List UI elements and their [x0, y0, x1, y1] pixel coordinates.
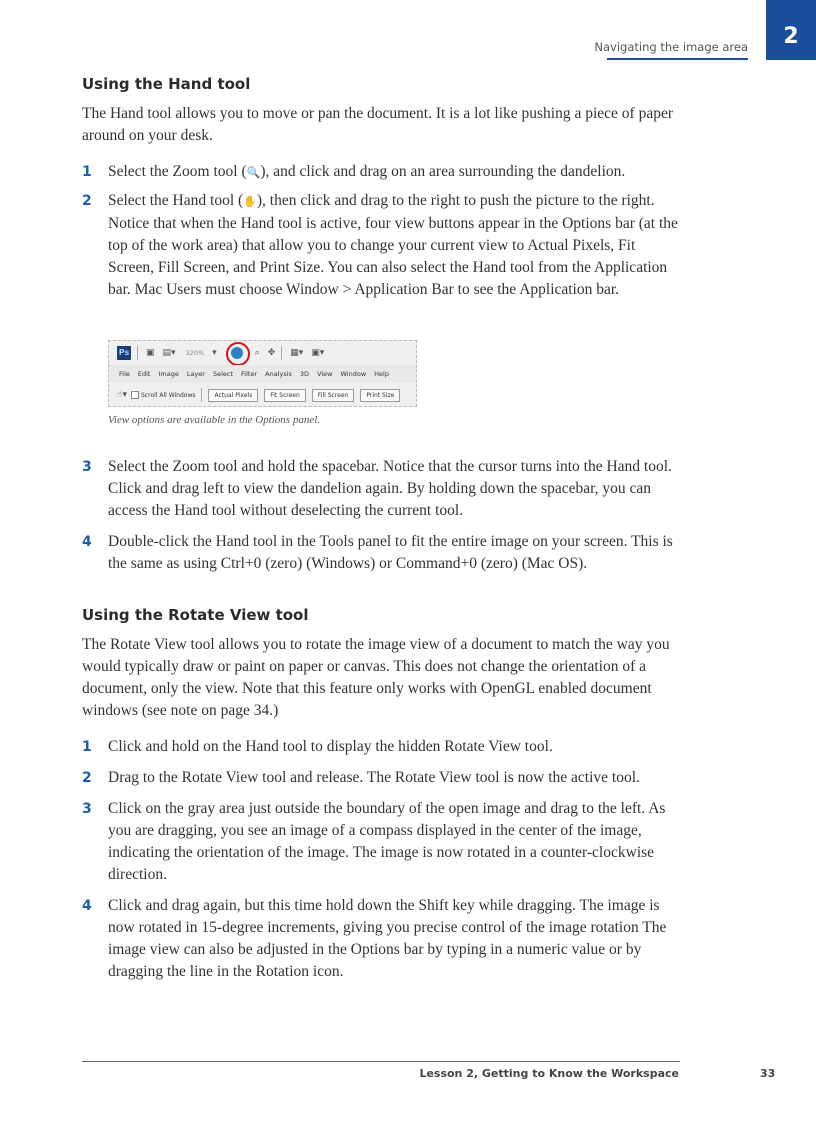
- figure-caption: View options are available in the Options panel.: [108, 414, 321, 426]
- rotate-view-intro: The Rotate View tool allows you to rotate the image view of a document to match the way you would typically draw or paint on paper or canvas. This does not change the orientation of a document, only the view. Note that this feature only works with OpenGL enabled document windows (see note on page 34.): [82, 636, 670, 719]
- step-number: 2: [82, 193, 92, 209]
- list-item: [82, 161, 682, 184]
- hand-preset-icon: ☝▾: [117, 390, 127, 400]
- step-number: 3: [82, 459, 92, 475]
- menu-item: View: [317, 370, 333, 378]
- step-number: 1: [82, 739, 92, 755]
- menu-item: Help: [374, 370, 389, 378]
- step-number: 2: [82, 770, 92, 786]
- list-item: [82, 531, 682, 575]
- hand-tool-icon: ✋: [243, 195, 257, 208]
- step-text: Click and drag again, but this time hold down the Shift key while dragging. The image is now rotated in 15-degree increments, giving you precise control of the image rotation The image view can also be adjusted in the Options bar by typing in a numeric value or by dragging the line in the Rotation icon.: [108, 897, 667, 980]
- hand-tool-steps: [82, 161, 682, 301]
- zoom-icon: ⌕: [254, 348, 260, 358]
- menu-item: Analysis: [265, 370, 292, 378]
- step-text: Select the Zoom tool (🔍), and click and drag on an area surrounding the dandelion.: [108, 163, 626, 180]
- fit-screen-button: Fit Screen: [264, 389, 306, 402]
- photoshop-logo: Ps: [117, 346, 131, 360]
- separator: [201, 388, 202, 402]
- menu-bar: [109, 365, 416, 383]
- step-text: Click on the gray area just outside the boundary of the open image and drag to the left. As you are dragging, you see an image of a compass displayed in the center of the image, indicating the orientation of the image. The image is now rotated in a counter-clockwise direction.: [108, 800, 666, 883]
- hand-tool-intro: The Hand tool allows you to move or pan the document. It is a lot like pushing a piece of paper around on your desk.: [82, 105, 674, 144]
- highlight-circle: [226, 342, 250, 366]
- menu-item: Edit: [137, 370, 151, 378]
- running-header: Navigating the image area: [594, 40, 748, 54]
- menu-item: Filter: [241, 370, 258, 378]
- step-text: Select the Zoom tool and hold the spacebar. Notice that the cursor turns into the Hand tool. Click and drag left to view the dandelion again. By holding down the spacebar, you can access the Hand tool without deselecting the current tool.: [108, 458, 672, 519]
- zoom-tool-icon: 🔍: [246, 166, 261, 179]
- arrange-documents-icon: ▦▾: [290, 348, 304, 358]
- menu-item: Image: [158, 370, 179, 378]
- step-number: 4: [82, 898, 92, 914]
- rotate-view-steps: [82, 736, 682, 983]
- zoom-level: 320%: [185, 349, 205, 357]
- list-item: [82, 190, 682, 301]
- separator: [281, 346, 282, 360]
- step-text: Double-click the Hand tool in the Tools panel to fit the entire image on your screen. This is the same as using Ctrl+0 (zero) (Windows) or Command+0 (zero) (Mac OS).: [108, 533, 673, 572]
- rotate-view-icon: ✥: [267, 348, 276, 358]
- section-heading-hand-tool: Using the Hand tool: [82, 75, 251, 93]
- menu-item: 3D: [299, 370, 310, 378]
- menu-item: Select: [212, 370, 234, 378]
- fill-screen-button: Fill Screen: [312, 389, 355, 402]
- actual-pixels-button: Actual Pixels: [208, 389, 258, 402]
- list-item: [82, 456, 682, 522]
- options-bar: [109, 384, 416, 406]
- options-bar-screenshot: [108, 340, 417, 407]
- list-item: [82, 767, 682, 789]
- page-number: 33: [760, 1067, 776, 1080]
- hand-tool-button: [227, 343, 247, 363]
- view-extras-icon: ▤▾: [162, 348, 176, 358]
- application-bar: [109, 341, 416, 365]
- step-number: 4: [82, 534, 92, 550]
- dropdown-icon: ▾: [212, 348, 217, 358]
- print-size-button: Print Size: [360, 389, 400, 402]
- scroll-all-label: Scroll All Windows: [141, 391, 196, 399]
- hand-tool-steps-continued: [82, 456, 682, 575]
- list-item: [82, 798, 682, 886]
- menu-item: File: [119, 370, 130, 378]
- section-heading-rotate-view: Using the Rotate View tool: [82, 606, 309, 624]
- step-text: Drag to the Rotate View tool and release. The Rotate View tool is now the active tool.: [108, 769, 640, 786]
- screen-mode-icon: ▣▾: [311, 348, 325, 358]
- step-text: Select the Hand tool (✋), then click and drag to the right to push the picture to the right. Notice that when the Hand tool is active, four view buttons appear in the Options bar (at the top of the work area) that allow you to change your current view to Actual Pixels, Fit Screen, Fill Screen, and Print Size. You can also select the Hand tool from the Application bar. Mac Users must choose Window > Application Bar to see the Application bar.: [108, 192, 678, 298]
- list-item: [82, 736, 682, 758]
- header-rule: [607, 58, 748, 60]
- chapter-tab: 2: [766, 0, 816, 60]
- menu-item: Window: [340, 370, 367, 378]
- step-number: 1: [82, 164, 92, 180]
- bridge-icon: ▣: [146, 348, 155, 358]
- step-number: 3: [82, 801, 92, 817]
- separator: [137, 346, 138, 360]
- footer-lesson-title: Lesson 2, Getting to Know the Workspace: [419, 1067, 679, 1080]
- scroll-all-checkbox: [131, 391, 139, 399]
- list-item: [82, 895, 682, 983]
- menu-item: Layer: [186, 370, 205, 378]
- footer-rule: [82, 1061, 680, 1062]
- step-text: Click and hold on the Hand tool to display the hidden Rotate View tool.: [108, 738, 553, 755]
